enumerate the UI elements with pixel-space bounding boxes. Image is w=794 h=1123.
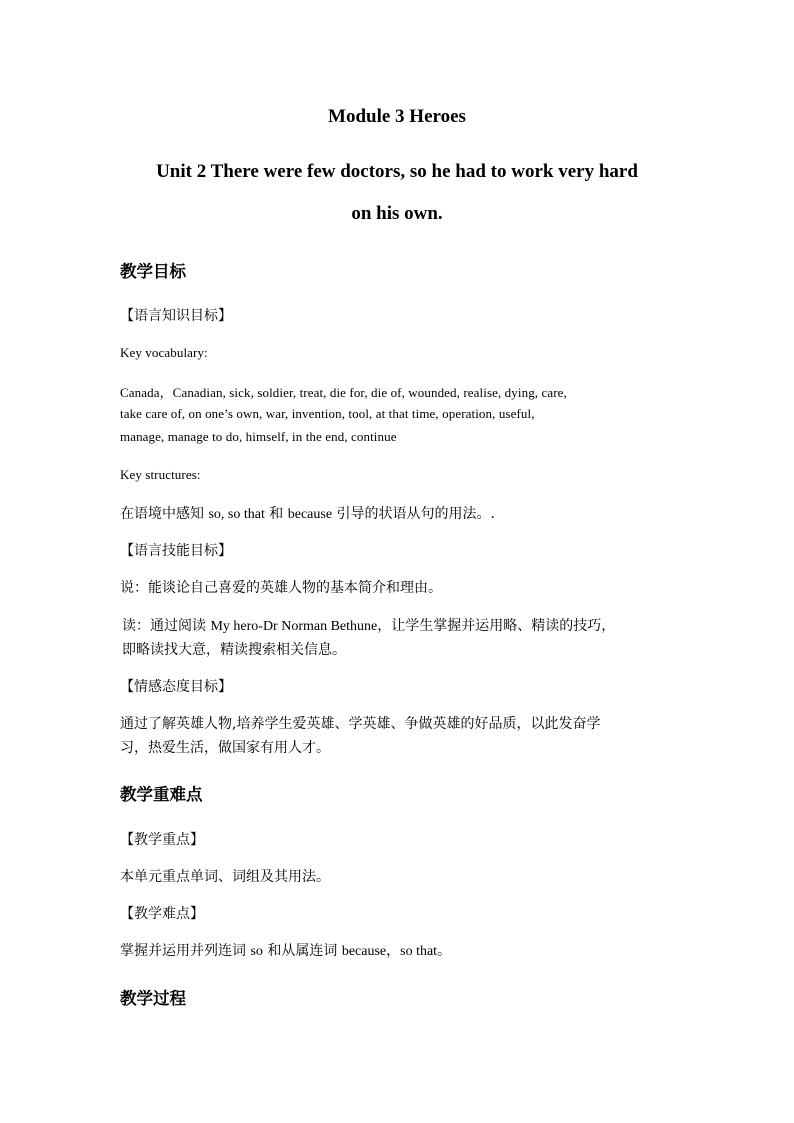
reading-suffix: ，让学生掌握并运用略、精读的技巧， <box>377 618 616 634</box>
speaking-objective: 说：能谈论自己喜爱的英雄人物的基本简介和理由。 <box>120 580 442 596</box>
difficulty-latin2: because，so that <box>341 944 438 959</box>
process-heading: 教学过程 <box>120 989 186 1008</box>
difficulty-mid: 和从属连词 <box>262 943 342 959</box>
structures-suffix: 引导的状语从句的用法。. <box>332 506 495 522</box>
reading-latin: My hero-Dr Norman Bethune <box>210 619 378 634</box>
key-points-heading: 教学重难点 <box>120 785 203 804</box>
attitude-line2: 习，热爱生活，做国家有用人才。 <box>120 740 330 756</box>
teaching-focus-text: 本单元重点单词、词组及其用法。 <box>120 869 330 885</box>
structures-latin: so, so that <box>208 507 265 522</box>
structures-mid: 和 <box>264 506 288 522</box>
attitude-label: 【情感态度目标】 <box>120 679 232 695</box>
reading-objective-line2: 即略读找大意，精读搜索相关信息。 <box>122 642 346 658</box>
reading-prefix: 读：通过阅读 <box>122 618 211 634</box>
objectives-heading: 教学目标 <box>120 262 186 281</box>
teaching-difficulty-text <box>120 940 451 960</box>
difficulty-latin1: so <box>250 944 263 959</box>
key-vocabulary-label: Key vocabulary: <box>120 345 208 360</box>
vocab-line-2: take care of, on one’s own, war, invention, tool, at that time, operation, useful, <box>120 406 535 421</box>
vocab-line-3: manage, manage to do, himself, in the end, continue <box>120 429 397 444</box>
structures-prefix: 在语境中感知 <box>120 506 209 522</box>
teaching-focus-label: 【教学重点】 <box>120 832 204 848</box>
unit-title-line2: on his own. <box>351 203 443 224</box>
language-skills-label: 【语言技能目标】 <box>120 543 232 559</box>
teaching-difficulty-label: 【教学难点】 <box>120 906 204 922</box>
structures-latin2: because <box>287 507 333 522</box>
difficulty-suffix: 。 <box>437 943 452 959</box>
reading-objective-line1 <box>122 615 615 635</box>
difficulty-prefix: 掌握并运用并列连词 <box>120 943 251 959</box>
unit-title-line1: Unit 2 There were few doctors, so he had to work very hard <box>156 161 638 182</box>
language-knowledge-label: 【语言知识目标】 <box>120 308 232 324</box>
key-structures-text <box>120 503 495 523</box>
key-structures-label: Key structures: <box>120 467 201 482</box>
vocab-line-1: Canada，Canadian, sick, soldier, treat, die for, die of, wounded, realise, dying, care, <box>120 385 567 400</box>
module-title: Module 3 Heroes <box>328 106 466 127</box>
attitude-line1: 通过了解英雄人物,培养学生爱英雄、学英雄、争做英雄的好品质，以此发奋学 <box>120 716 601 732</box>
